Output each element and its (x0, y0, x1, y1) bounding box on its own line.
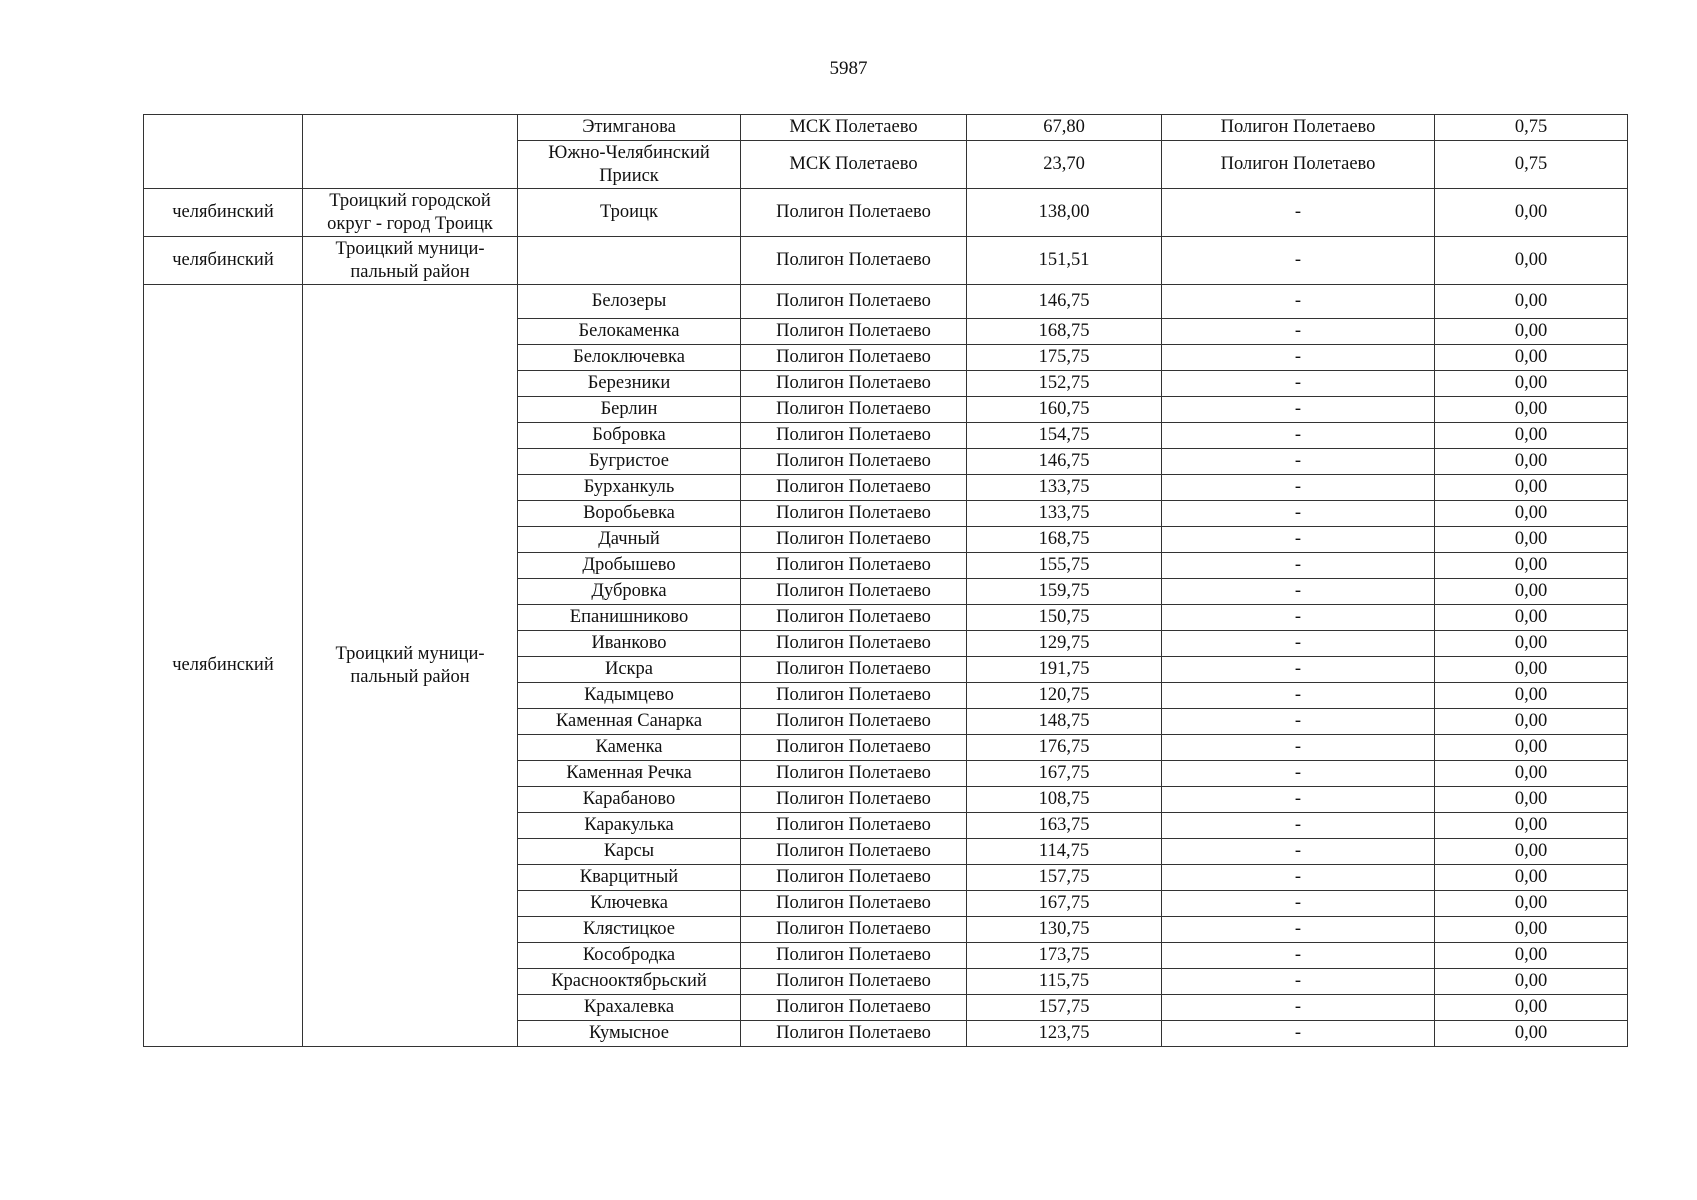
from-cell: Полигон Полетаево (741, 553, 967, 579)
from-cell: МСК Полетаево (741, 115, 967, 141)
to-cell: Полигон Полетаево (1162, 141, 1435, 189)
tariff-cell: 0,00 (1435, 839, 1628, 865)
distance-cell: 120,75 (967, 683, 1162, 709)
tariff-cell: 0,00 (1435, 371, 1628, 397)
to-cell: - (1162, 787, 1435, 813)
to-cell: - (1162, 501, 1435, 527)
tariff-cell: 0,00 (1435, 319, 1628, 345)
distance-cell: 167,75 (967, 761, 1162, 787)
settlement-cell: Этимганова (518, 115, 741, 141)
to-cell: - (1162, 657, 1435, 683)
from-cell: Полигон Полетаево (741, 1021, 967, 1047)
distance-cell: 159,75 (967, 579, 1162, 605)
distance-cell: 67,80 (967, 115, 1162, 141)
tariff-cell: 0,00 (1435, 969, 1628, 995)
to-cell: - (1162, 189, 1435, 237)
from-cell: Полигон Полетаево (741, 839, 967, 865)
from-cell: Полигон Полетаево (741, 787, 967, 813)
from-cell: Полигон Полетаево (741, 865, 967, 891)
tariff-cell: 0,00 (1435, 787, 1628, 813)
to-cell: - (1162, 579, 1435, 605)
tariff-cell: 0,00 (1435, 527, 1628, 553)
distance-cell: 157,75 (967, 995, 1162, 1021)
table-row (144, 285, 1628, 319)
settlement-cell: Епанишниково (518, 605, 741, 631)
settlement-cell: Бугристое (518, 449, 741, 475)
settlement-cell: Краснооктябрьский (518, 969, 741, 995)
settlement-cell: Дробышево (518, 553, 741, 579)
from-cell: Полигон Полетаево (741, 917, 967, 943)
distance-cell: 154,75 (967, 423, 1162, 449)
tariff-cell: 0,00 (1435, 397, 1628, 423)
to-cell: - (1162, 423, 1435, 449)
to-cell: - (1162, 605, 1435, 631)
from-cell: Полигон Полетаево (741, 709, 967, 735)
from-cell: Полигон Полетаево (741, 761, 967, 787)
from-cell: Полигон Полетаево (741, 189, 967, 237)
to-cell: - (1162, 345, 1435, 371)
distance-cell: 146,75 (967, 449, 1162, 475)
to-cell: - (1162, 527, 1435, 553)
to-cell: - (1162, 813, 1435, 839)
to-cell: - (1162, 735, 1435, 761)
distance-cell: 163,75 (967, 813, 1162, 839)
settlement-cell: Дачный (518, 527, 741, 553)
to-cell: - (1162, 475, 1435, 501)
settlement-cell: Крахалевка (518, 995, 741, 1021)
to-cell: - (1162, 943, 1435, 969)
to-cell: Полигон Полетаево (1162, 115, 1435, 141)
settlement-cell: Троицк (518, 189, 741, 237)
settlement-cell: Карсы (518, 839, 741, 865)
distance-cell: 115,75 (967, 969, 1162, 995)
settlement-cell: Бурханкуль (518, 475, 741, 501)
from-cell: Полигон Полетаево (741, 237, 967, 285)
tariff-cell: 0,00 (1435, 865, 1628, 891)
tariff-cell: 0,00 (1435, 579, 1628, 605)
to-cell: - (1162, 839, 1435, 865)
to-cell: - (1162, 237, 1435, 285)
tariff-cell: 0,00 (1435, 189, 1628, 237)
distance-cell: 173,75 (967, 943, 1162, 969)
tariff-cell: 0,00 (1435, 237, 1628, 285)
to-cell: - (1162, 631, 1435, 657)
from-cell: Полигон Полетаево (741, 969, 967, 995)
from-cell: Полигон Полетаево (741, 683, 967, 709)
tariff-cell: 0,75 (1435, 141, 1628, 189)
distance-cell: 155,75 (967, 553, 1162, 579)
distance-cell: 151,51 (967, 237, 1162, 285)
settlement-cell: Каракулька (518, 813, 741, 839)
table-row (144, 237, 1628, 285)
distance-cell: 114,75 (967, 839, 1162, 865)
distance-cell: 191,75 (967, 657, 1162, 683)
settlement-cell: Ключевка (518, 891, 741, 917)
from-cell: Полигон Полетаево (741, 995, 967, 1021)
tariff-cell: 0,00 (1435, 449, 1628, 475)
tariff-cell: 0,00 (1435, 475, 1628, 501)
distance-cell: 138,00 (967, 189, 1162, 237)
from-cell: Полигон Полетаево (741, 501, 967, 527)
from-cell: МСК Полетаево (741, 141, 967, 189)
from-cell: Полигон Полетаево (741, 423, 967, 449)
municipality-cell (303, 115, 518, 189)
municipality-cell: Троицкий муници-пальный район (303, 285, 518, 1047)
from-cell: Полигон Полетаево (741, 943, 967, 969)
distance-cell: 168,75 (967, 527, 1162, 553)
zone-cell (144, 115, 303, 189)
from-cell: Полигон Полетаево (741, 345, 967, 371)
to-cell: - (1162, 371, 1435, 397)
to-cell: - (1162, 891, 1435, 917)
tariff-cell: 0,00 (1435, 917, 1628, 943)
zone-cell: челябинский (144, 189, 303, 237)
distance-cell: 152,75 (967, 371, 1162, 397)
settlement-cell: Карабаново (518, 787, 741, 813)
zone-cell: челябинский (144, 237, 303, 285)
distance-cell: 146,75 (967, 285, 1162, 319)
document-table (143, 114, 1628, 1047)
distance-cell: 176,75 (967, 735, 1162, 761)
table-row (144, 115, 1628, 141)
to-cell: - (1162, 865, 1435, 891)
from-cell: Полигон Полетаево (741, 319, 967, 345)
to-cell: - (1162, 683, 1435, 709)
settlement-cell: Кварцитный (518, 865, 741, 891)
page-number: 5987 (829, 58, 868, 79)
to-cell: - (1162, 319, 1435, 345)
tariff-cell: 0,00 (1435, 1021, 1628, 1047)
municipality-cell: Троицкий городской округ - город Троицк (303, 189, 518, 237)
tariff-cell: 0,75 (1435, 115, 1628, 141)
tariff-cell: 0,00 (1435, 605, 1628, 631)
from-cell: Полигон Полетаево (741, 449, 967, 475)
tariff-cell: 0,00 (1435, 285, 1628, 319)
settlement-cell: Каменная Санарка (518, 709, 741, 735)
distance-cell: 175,75 (967, 345, 1162, 371)
settlement-cell: Клястицкое (518, 917, 741, 943)
from-cell: Полигон Полетаево (741, 631, 967, 657)
table-row (144, 189, 1628, 237)
distance-cell: 167,75 (967, 891, 1162, 917)
settlement-cell: Южно-Челябинский Прииск (518, 141, 741, 189)
tariff-cell: 0,00 (1435, 995, 1628, 1021)
tariff-cell: 0,00 (1435, 709, 1628, 735)
tariff-cell: 0,00 (1435, 423, 1628, 449)
zone-cell: челябинский (144, 285, 303, 1047)
settlement-cell: Воробьевка (518, 501, 741, 527)
distance-cell: 150,75 (967, 605, 1162, 631)
to-cell: - (1162, 397, 1435, 423)
tariff-cell: 0,00 (1435, 683, 1628, 709)
distance-cell: 148,75 (967, 709, 1162, 735)
from-cell: Полигон Полетаево (741, 605, 967, 631)
to-cell: - (1162, 709, 1435, 735)
settlement-cell: Искра (518, 657, 741, 683)
municipality-cell: Троицкий муници-пальный район (303, 237, 518, 285)
to-cell: - (1162, 969, 1435, 995)
settlement-cell: Дубровка (518, 579, 741, 605)
tariff-cell: 0,00 (1435, 345, 1628, 371)
from-cell: Полигон Полетаево (741, 891, 967, 917)
tariff-cell: 0,00 (1435, 813, 1628, 839)
to-cell: - (1162, 995, 1435, 1021)
to-cell: - (1162, 1021, 1435, 1047)
distance-cell: 133,75 (967, 475, 1162, 501)
settlement-cell: Кумысное (518, 1021, 741, 1047)
settlement-cell: Белокаменка (518, 319, 741, 345)
from-cell: Полигон Полетаево (741, 371, 967, 397)
tariff-cell: 0,00 (1435, 631, 1628, 657)
tariff-cell: 0,00 (1435, 891, 1628, 917)
tariff-cell: 0,00 (1435, 943, 1628, 969)
settlement-cell: Белоключевка (518, 345, 741, 371)
settlement-cell: Кадымцево (518, 683, 741, 709)
distance-cell: 23,70 (967, 141, 1162, 189)
settlement-cell (518, 237, 741, 285)
settlement-cell: Березники (518, 371, 741, 397)
tariff-cell: 0,00 (1435, 735, 1628, 761)
distance-cell: 168,75 (967, 319, 1162, 345)
distance-cell: 129,75 (967, 631, 1162, 657)
from-cell: Полигон Полетаево (741, 813, 967, 839)
from-cell: Полигон Полетаево (741, 285, 967, 319)
distance-cell: 123,75 (967, 1021, 1162, 1047)
tariff-cell: 0,00 (1435, 657, 1628, 683)
to-cell: - (1162, 761, 1435, 787)
settlement-cell: Кособродка (518, 943, 741, 969)
distance-cell: 160,75 (967, 397, 1162, 423)
tariff-cell: 0,00 (1435, 761, 1628, 787)
settlement-cell: Берлин (518, 397, 741, 423)
distance-cell: 108,75 (967, 787, 1162, 813)
from-cell: Полигон Полетаево (741, 397, 967, 423)
to-cell: - (1162, 285, 1435, 319)
from-cell: Полигон Полетаево (741, 475, 967, 501)
settlement-cell: Бобровка (518, 423, 741, 449)
distance-cell: 133,75 (967, 501, 1162, 527)
settlement-cell: Иванково (518, 631, 741, 657)
tariff-cell: 0,00 (1435, 501, 1628, 527)
tariff-cell: 0,00 (1435, 553, 1628, 579)
from-cell: Полигон Полетаево (741, 657, 967, 683)
to-cell: - (1162, 449, 1435, 475)
from-cell: Полигон Полетаево (741, 735, 967, 761)
settlement-cell: Белозеры (518, 285, 741, 319)
distance-cell: 157,75 (967, 865, 1162, 891)
settlement-cell: Каменка (518, 735, 741, 761)
settlement-cell: Каменная Речка (518, 761, 741, 787)
from-cell: Полигон Полетаево (741, 579, 967, 605)
from-cell: Полигон Полетаево (741, 527, 967, 553)
to-cell: - (1162, 917, 1435, 943)
to-cell: - (1162, 553, 1435, 579)
distance-cell: 130,75 (967, 917, 1162, 943)
